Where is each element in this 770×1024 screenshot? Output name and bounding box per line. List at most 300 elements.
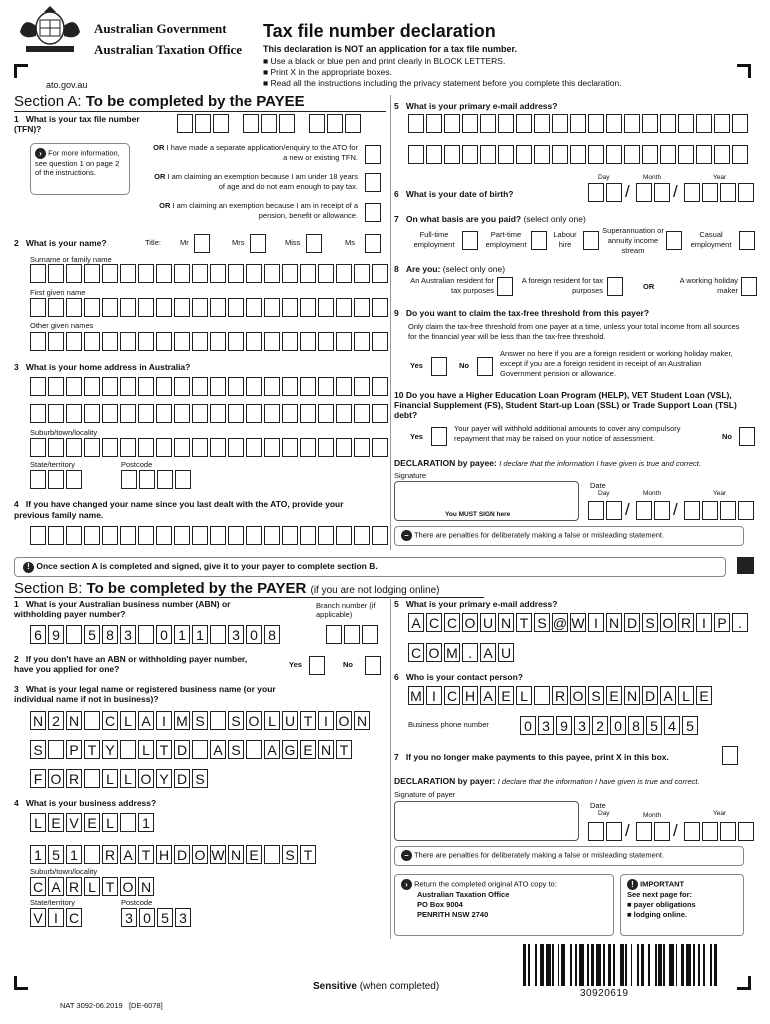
char-cell[interactable] — [264, 438, 280, 457]
char-cell[interactable]: D — [642, 686, 658, 705]
char-cell[interactable]: O — [48, 769, 64, 788]
char-cell[interactable] — [192, 377, 208, 396]
char-cell[interactable] — [84, 298, 100, 317]
char-cell[interactable] — [120, 404, 136, 423]
char-cell[interactable] — [30, 526, 46, 545]
char-cell[interactable]: 3 — [120, 625, 136, 644]
char-cell[interactable]: N — [228, 845, 244, 864]
basis-super-checkbox[interactable] — [666, 231, 682, 250]
char-cell[interactable] — [246, 332, 262, 351]
char-cell[interactable] — [84, 526, 100, 545]
resident-whm-checkbox[interactable] — [741, 277, 757, 296]
char-cell[interactable]: D — [174, 769, 190, 788]
char-cell[interactable] — [336, 332, 352, 351]
char-cell[interactable]: 2 — [48, 711, 64, 730]
char-cell[interactable] — [318, 404, 334, 423]
char-cell[interactable]: P — [66, 740, 82, 759]
char-cell[interactable]: I — [318, 711, 334, 730]
char-cell[interactable]: 0 — [139, 908, 155, 927]
char-cell[interactable] — [210, 298, 226, 317]
char-cell[interactable]: T — [156, 740, 172, 759]
char-cell[interactable]: T — [516, 613, 532, 632]
char-cell[interactable]: L — [120, 711, 136, 730]
char-cell[interactable]: O — [120, 877, 136, 896]
char-cell[interactable]: Y — [102, 740, 118, 759]
char-cell[interactable]: S — [588, 686, 604, 705]
char-cell[interactable] — [606, 145, 622, 164]
char-cell[interactable]: L — [120, 769, 136, 788]
phone-input[interactable] — [520, 716, 698, 735]
char-cell[interactable]: N — [624, 686, 640, 705]
char-cell[interactable] — [318, 377, 334, 396]
char-cell[interactable]: S — [192, 769, 208, 788]
char-cell[interactable] — [48, 740, 64, 759]
char-cell[interactable] — [84, 845, 100, 864]
char-cell[interactable] — [174, 298, 190, 317]
char-cell[interactable]: O — [246, 711, 262, 730]
char-cell[interactable] — [570, 114, 586, 133]
char-cell[interactable] — [48, 264, 64, 283]
char-cell[interactable] — [48, 404, 64, 423]
char-cell[interactable] — [84, 438, 100, 457]
char-cell[interactable]: I — [48, 908, 64, 927]
char-cell[interactable] — [48, 438, 64, 457]
char-cell[interactable] — [480, 114, 496, 133]
other-names-input[interactable] — [30, 332, 388, 351]
char-cell[interactable] — [696, 145, 712, 164]
char-cell[interactable]: S — [228, 740, 244, 759]
char-cell[interactable]: 5 — [84, 625, 100, 644]
char-cell[interactable]: L — [138, 740, 154, 759]
char-cell[interactable] — [588, 114, 604, 133]
char-cell[interactable] — [66, 264, 82, 283]
char-cell[interactable]: T — [138, 845, 154, 864]
char-cell[interactable] — [444, 114, 460, 133]
char-cell[interactable] — [300, 264, 316, 283]
char-cell[interactable] — [120, 813, 136, 832]
char-cell[interactable]: C — [444, 686, 460, 705]
char-cell[interactable] — [318, 438, 334, 457]
char-cell[interactable]: L — [102, 813, 118, 832]
char-cell[interactable] — [372, 377, 388, 396]
char-cell[interactable]: Y — [156, 769, 172, 788]
char-cell[interactable] — [84, 404, 100, 423]
q1-option-2-checkbox[interactable] — [365, 173, 381, 192]
char-cell[interactable]: I — [588, 613, 604, 632]
char-cell[interactable] — [84, 332, 100, 351]
char-cell[interactable]: A — [660, 686, 676, 705]
char-cell[interactable]: A — [264, 740, 280, 759]
char-cell[interactable] — [30, 332, 46, 351]
char-cell[interactable] — [30, 404, 46, 423]
char-cell[interactable]: S — [30, 740, 46, 759]
char-cell[interactable] — [264, 404, 280, 423]
char-cell[interactable]: M — [174, 711, 190, 730]
char-cell[interactable]: O — [660, 613, 676, 632]
char-cell[interactable]: . — [462, 643, 478, 662]
char-cell[interactable] — [120, 438, 136, 457]
char-cell[interactable] — [30, 377, 46, 396]
payer-email-row-1[interactable] — [408, 613, 748, 632]
char-cell[interactable] — [264, 332, 280, 351]
payee-email-input-2[interactable] — [408, 145, 748, 164]
dob-month-input[interactable] — [636, 183, 670, 202]
char-cell[interactable] — [354, 298, 370, 317]
char-cell[interactable]: E — [498, 686, 514, 705]
char-cell[interactable] — [372, 298, 388, 317]
char-cell[interactable]: S — [642, 613, 658, 632]
char-cell[interactable] — [120, 377, 136, 396]
char-cell[interactable]: V — [66, 813, 82, 832]
char-cell[interactable] — [228, 332, 244, 351]
char-cell[interactable] — [318, 298, 334, 317]
dob-year-input[interactable] — [684, 183, 754, 202]
char-cell[interactable] — [246, 264, 262, 283]
char-cell[interactable] — [48, 298, 64, 317]
char-cell[interactable] — [660, 145, 676, 164]
char-cell[interactable]: 8 — [628, 716, 644, 735]
char-cell[interactable] — [30, 264, 46, 283]
char-cell[interactable] — [138, 404, 154, 423]
basis-parttime-checkbox[interactable] — [531, 231, 547, 250]
char-cell[interactable] — [264, 264, 280, 283]
basis-casual-checkbox[interactable] — [739, 231, 755, 250]
char-cell[interactable] — [102, 438, 118, 457]
legal-name-row-1[interactable] — [30, 711, 370, 730]
char-cell[interactable]: T — [300, 711, 316, 730]
char-cell[interactable] — [228, 298, 244, 317]
char-cell[interactable]: R — [66, 877, 82, 896]
char-cell[interactable]: 3 — [121, 908, 137, 927]
char-cell[interactable]: C — [66, 908, 82, 927]
char-cell[interactable] — [246, 377, 262, 396]
char-cell[interactable] — [588, 145, 604, 164]
payer-signature-box[interactable] — [394, 801, 579, 841]
char-cell[interactable] — [336, 264, 352, 283]
char-cell[interactable] — [102, 264, 118, 283]
char-cell[interactable]: O — [570, 686, 586, 705]
char-cell[interactable] — [156, 404, 172, 423]
char-cell[interactable]: W — [571, 614, 585, 631]
char-cell[interactable] — [246, 740, 262, 759]
char-cell[interactable] — [210, 332, 226, 351]
char-cell[interactable] — [624, 114, 640, 133]
legal-name-row-2[interactable] — [30, 740, 352, 759]
char-cell[interactable]: C — [30, 877, 46, 896]
char-cell[interactable]: S — [228, 711, 244, 730]
q9-yes-checkbox[interactable] — [431, 357, 447, 376]
char-cell[interactable] — [138, 264, 154, 283]
char-cell[interactable] — [84, 377, 100, 396]
char-cell[interactable] — [354, 377, 370, 396]
payee-email-input-1[interactable] — [408, 114, 748, 133]
char-cell[interactable] — [156, 377, 172, 396]
char-cell[interactable]: A — [480, 686, 496, 705]
char-cell[interactable] — [300, 298, 316, 317]
char-cell[interactable] — [156, 438, 172, 457]
char-cell[interactable] — [138, 377, 154, 396]
char-cell[interactable]: A — [120, 845, 136, 864]
char-cell[interactable] — [354, 404, 370, 423]
home-address-input-1[interactable] — [30, 377, 388, 396]
char-cell[interactable]: R — [102, 845, 118, 864]
char-cell[interactable] — [174, 438, 190, 457]
char-cell[interactable] — [534, 114, 550, 133]
char-cell[interactable]: 9 — [556, 716, 572, 735]
char-cell[interactable] — [66, 332, 82, 351]
char-cell[interactable]: R — [66, 769, 82, 788]
char-cell[interactable] — [174, 377, 190, 396]
char-cell[interactable]: G — [282, 740, 298, 759]
char-cell[interactable] — [138, 438, 154, 457]
char-cell[interactable]: D — [624, 613, 640, 632]
payer-date-year[interactable] — [684, 822, 754, 841]
char-cell[interactable]: U — [498, 643, 514, 662]
char-cell[interactable]: R — [678, 613, 694, 632]
basis-labour-hire-checkbox[interactable] — [583, 231, 599, 250]
char-cell[interactable]: N — [138, 877, 154, 896]
char-cell[interactable]: 0 — [246, 625, 262, 644]
char-cell[interactable]: D — [174, 740, 190, 759]
char-cell[interactable]: E — [48, 813, 64, 832]
char-cell[interactable] — [210, 377, 226, 396]
char-cell[interactable] — [174, 264, 190, 283]
business-state-input[interactable] — [30, 908, 82, 927]
char-cell[interactable] — [66, 625, 82, 644]
char-cell[interactable]: 5 — [646, 716, 662, 735]
char-cell[interactable] — [408, 114, 424, 133]
char-cell[interactable]: 8 — [102, 625, 118, 644]
char-cell[interactable]: S — [192, 711, 208, 730]
char-cell[interactable] — [48, 526, 64, 545]
char-cell[interactable] — [318, 332, 334, 351]
char-cell[interactable] — [372, 438, 388, 457]
char-cell[interactable]: 0 — [610, 716, 626, 735]
char-cell[interactable] — [714, 114, 730, 133]
char-cell[interactable] — [354, 438, 370, 457]
char-cell[interactable] — [264, 298, 280, 317]
char-cell[interactable]: I — [156, 711, 172, 730]
char-cell[interactable] — [156, 332, 172, 351]
char-cell[interactable]: 1 — [138, 813, 154, 832]
char-cell[interactable]: N — [354, 711, 370, 730]
char-cell[interactable] — [552, 145, 568, 164]
char-cell[interactable] — [354, 526, 370, 545]
char-cell[interactable] — [174, 404, 190, 423]
char-cell[interactable]: A — [48, 877, 64, 896]
char-cell[interactable]: M — [444, 643, 460, 662]
branch-input[interactable] — [326, 625, 378, 644]
char-cell[interactable]: H — [462, 686, 478, 705]
char-cell[interactable] — [336, 404, 352, 423]
payee-date-day[interactable] — [588, 501, 622, 520]
char-cell[interactable]: 0 — [156, 625, 172, 644]
title-mr-checkbox[interactable] — [194, 234, 210, 253]
char-cell[interactable] — [156, 298, 172, 317]
char-cell[interactable] — [354, 264, 370, 283]
payee-date-month[interactable] — [636, 501, 670, 520]
char-cell[interactable] — [480, 145, 496, 164]
char-cell[interactable] — [192, 264, 208, 283]
resident-aus-checkbox[interactable] — [497, 277, 513, 296]
char-cell[interactable] — [678, 145, 694, 164]
char-cell[interactable] — [282, 377, 298, 396]
char-cell[interactable] — [300, 438, 316, 457]
char-cell[interactable]: T — [102, 877, 118, 896]
payer-date-day[interactable] — [588, 822, 622, 841]
char-cell[interactable] — [228, 526, 244, 545]
char-cell[interactable]: U — [480, 613, 496, 632]
title-mrs-checkbox[interactable] — [250, 234, 266, 253]
q10-yes-checkbox[interactable] — [431, 427, 447, 446]
char-cell[interactable]: W — [211, 846, 225, 863]
char-cell[interactable]: 2 — [592, 716, 608, 735]
char-cell[interactable] — [372, 404, 388, 423]
char-cell[interactable] — [138, 298, 154, 317]
char-cell[interactable]: L — [678, 686, 694, 705]
char-cell[interactable] — [516, 145, 532, 164]
state-input[interactable] — [30, 470, 82, 489]
char-cell[interactable] — [120, 740, 136, 759]
char-cell[interactable] — [192, 332, 208, 351]
char-cell[interactable]: 9 — [48, 625, 64, 644]
char-cell[interactable] — [228, 404, 244, 423]
char-cell[interactable]: 5 — [157, 908, 173, 927]
char-cell[interactable]: R — [552, 686, 568, 705]
char-cell[interactable] — [228, 377, 244, 396]
char-cell[interactable]: F — [30, 769, 46, 788]
postcode-input[interactable] — [121, 470, 191, 489]
char-cell[interactable]: E — [300, 740, 316, 759]
char-cell[interactable]: 1 — [174, 625, 190, 644]
char-cell[interactable] — [210, 711, 226, 730]
char-cell[interactable] — [372, 526, 388, 545]
char-cell[interactable] — [30, 438, 46, 457]
char-cell[interactable] — [714, 145, 730, 164]
char-cell[interactable] — [138, 625, 154, 644]
contact-person-input[interactable] — [408, 686, 712, 705]
char-cell[interactable] — [372, 332, 388, 351]
first-name-input[interactable] — [30, 298, 388, 317]
business-address-row-1[interactable] — [30, 813, 154, 832]
char-cell[interactable] — [732, 114, 748, 133]
char-cell[interactable] — [678, 114, 694, 133]
char-cell[interactable] — [174, 332, 190, 351]
char-cell[interactable]: O — [138, 769, 154, 788]
char-cell[interactable] — [210, 404, 226, 423]
char-cell[interactable] — [318, 264, 334, 283]
char-cell[interactable]: N — [498, 613, 514, 632]
char-cell[interactable]: U — [282, 711, 298, 730]
previous-name-input[interactable] — [30, 526, 388, 545]
q1-option-1-checkbox[interactable] — [365, 145, 381, 164]
char-cell[interactable] — [282, 526, 298, 545]
char-cell[interactable]: L — [264, 711, 280, 730]
char-cell[interactable] — [624, 145, 640, 164]
char-cell[interactable]: E — [696, 686, 712, 705]
char-cell[interactable] — [192, 298, 208, 317]
char-cell[interactable] — [372, 264, 388, 283]
char-cell[interactable] — [102, 298, 118, 317]
char-cell[interactable] — [264, 377, 280, 396]
b-q2-no-checkbox[interactable] — [365, 656, 381, 675]
char-cell[interactable] — [462, 145, 478, 164]
char-cell[interactable] — [300, 404, 316, 423]
char-cell[interactable]: T — [300, 845, 316, 864]
char-cell[interactable] — [66, 404, 82, 423]
char-cell[interactable] — [210, 625, 226, 644]
char-cell[interactable]: N — [30, 711, 46, 730]
char-cell[interactable]: A — [480, 643, 496, 662]
char-cell[interactable] — [282, 404, 298, 423]
char-cell[interactable]: M — [408, 686, 424, 705]
char-cell[interactable]: T — [336, 740, 352, 759]
char-cell[interactable]: O — [426, 643, 442, 662]
basis-fulltime-checkbox[interactable] — [462, 231, 478, 250]
char-cell[interactable] — [102, 332, 118, 351]
char-cell[interactable]: S — [282, 845, 298, 864]
char-cell[interactable] — [336, 438, 352, 457]
char-cell[interactable] — [246, 404, 262, 423]
dob-day-input[interactable] — [588, 183, 622, 202]
char-cell[interactable] — [246, 298, 262, 317]
char-cell[interactable]: 3 — [538, 716, 554, 735]
char-cell[interactable] — [336, 526, 352, 545]
char-cell[interactable] — [606, 114, 622, 133]
char-cell[interactable]: 3 — [228, 625, 244, 644]
payee-date-year[interactable] — [684, 501, 754, 520]
char-cell[interactable] — [66, 298, 82, 317]
char-cell[interactable] — [102, 377, 118, 396]
q10-no-checkbox[interactable] — [739, 427, 755, 446]
resident-foreign-checkbox[interactable] — [607, 277, 623, 296]
char-cell[interactable] — [174, 526, 190, 545]
b-q2-yes-checkbox[interactable] — [309, 656, 325, 675]
char-cell[interactable] — [192, 740, 208, 759]
char-cell[interactable] — [534, 145, 550, 164]
char-cell[interactable]: L — [102, 769, 118, 788]
char-cell[interactable] — [84, 264, 100, 283]
char-cell[interactable] — [138, 332, 154, 351]
char-cell[interactable]: 1 — [192, 625, 208, 644]
char-cell[interactable]: C — [444, 613, 460, 632]
char-cell[interactable] — [84, 769, 100, 788]
char-cell[interactable] — [426, 145, 442, 164]
abn-input[interactable] — [30, 625, 280, 644]
char-cell[interactable]: N — [606, 613, 622, 632]
char-cell[interactable]: O — [192, 845, 208, 864]
char-cell[interactable] — [552, 114, 568, 133]
char-cell[interactable]: 8 — [264, 625, 280, 644]
char-cell[interactable] — [462, 114, 478, 133]
char-cell[interactable] — [300, 332, 316, 351]
char-cell[interactable]: E — [246, 845, 262, 864]
char-cell[interactable] — [336, 298, 352, 317]
char-cell[interactable]: 5 — [48, 845, 64, 864]
char-cell[interactable] — [498, 114, 514, 133]
char-cell[interactable]: S — [534, 613, 550, 632]
b-q7-checkbox[interactable] — [722, 746, 738, 765]
surname-input[interactable] — [30, 264, 388, 283]
char-cell[interactable]: O — [336, 711, 352, 730]
char-cell[interactable] — [66, 526, 82, 545]
char-cell[interactable]: H — [156, 845, 172, 864]
char-cell[interactable]: 1 — [30, 845, 46, 864]
char-cell[interactable] — [66, 438, 82, 457]
char-cell[interactable] — [282, 332, 298, 351]
char-cell[interactable] — [426, 114, 442, 133]
home-address-input-2[interactable] — [30, 404, 388, 423]
